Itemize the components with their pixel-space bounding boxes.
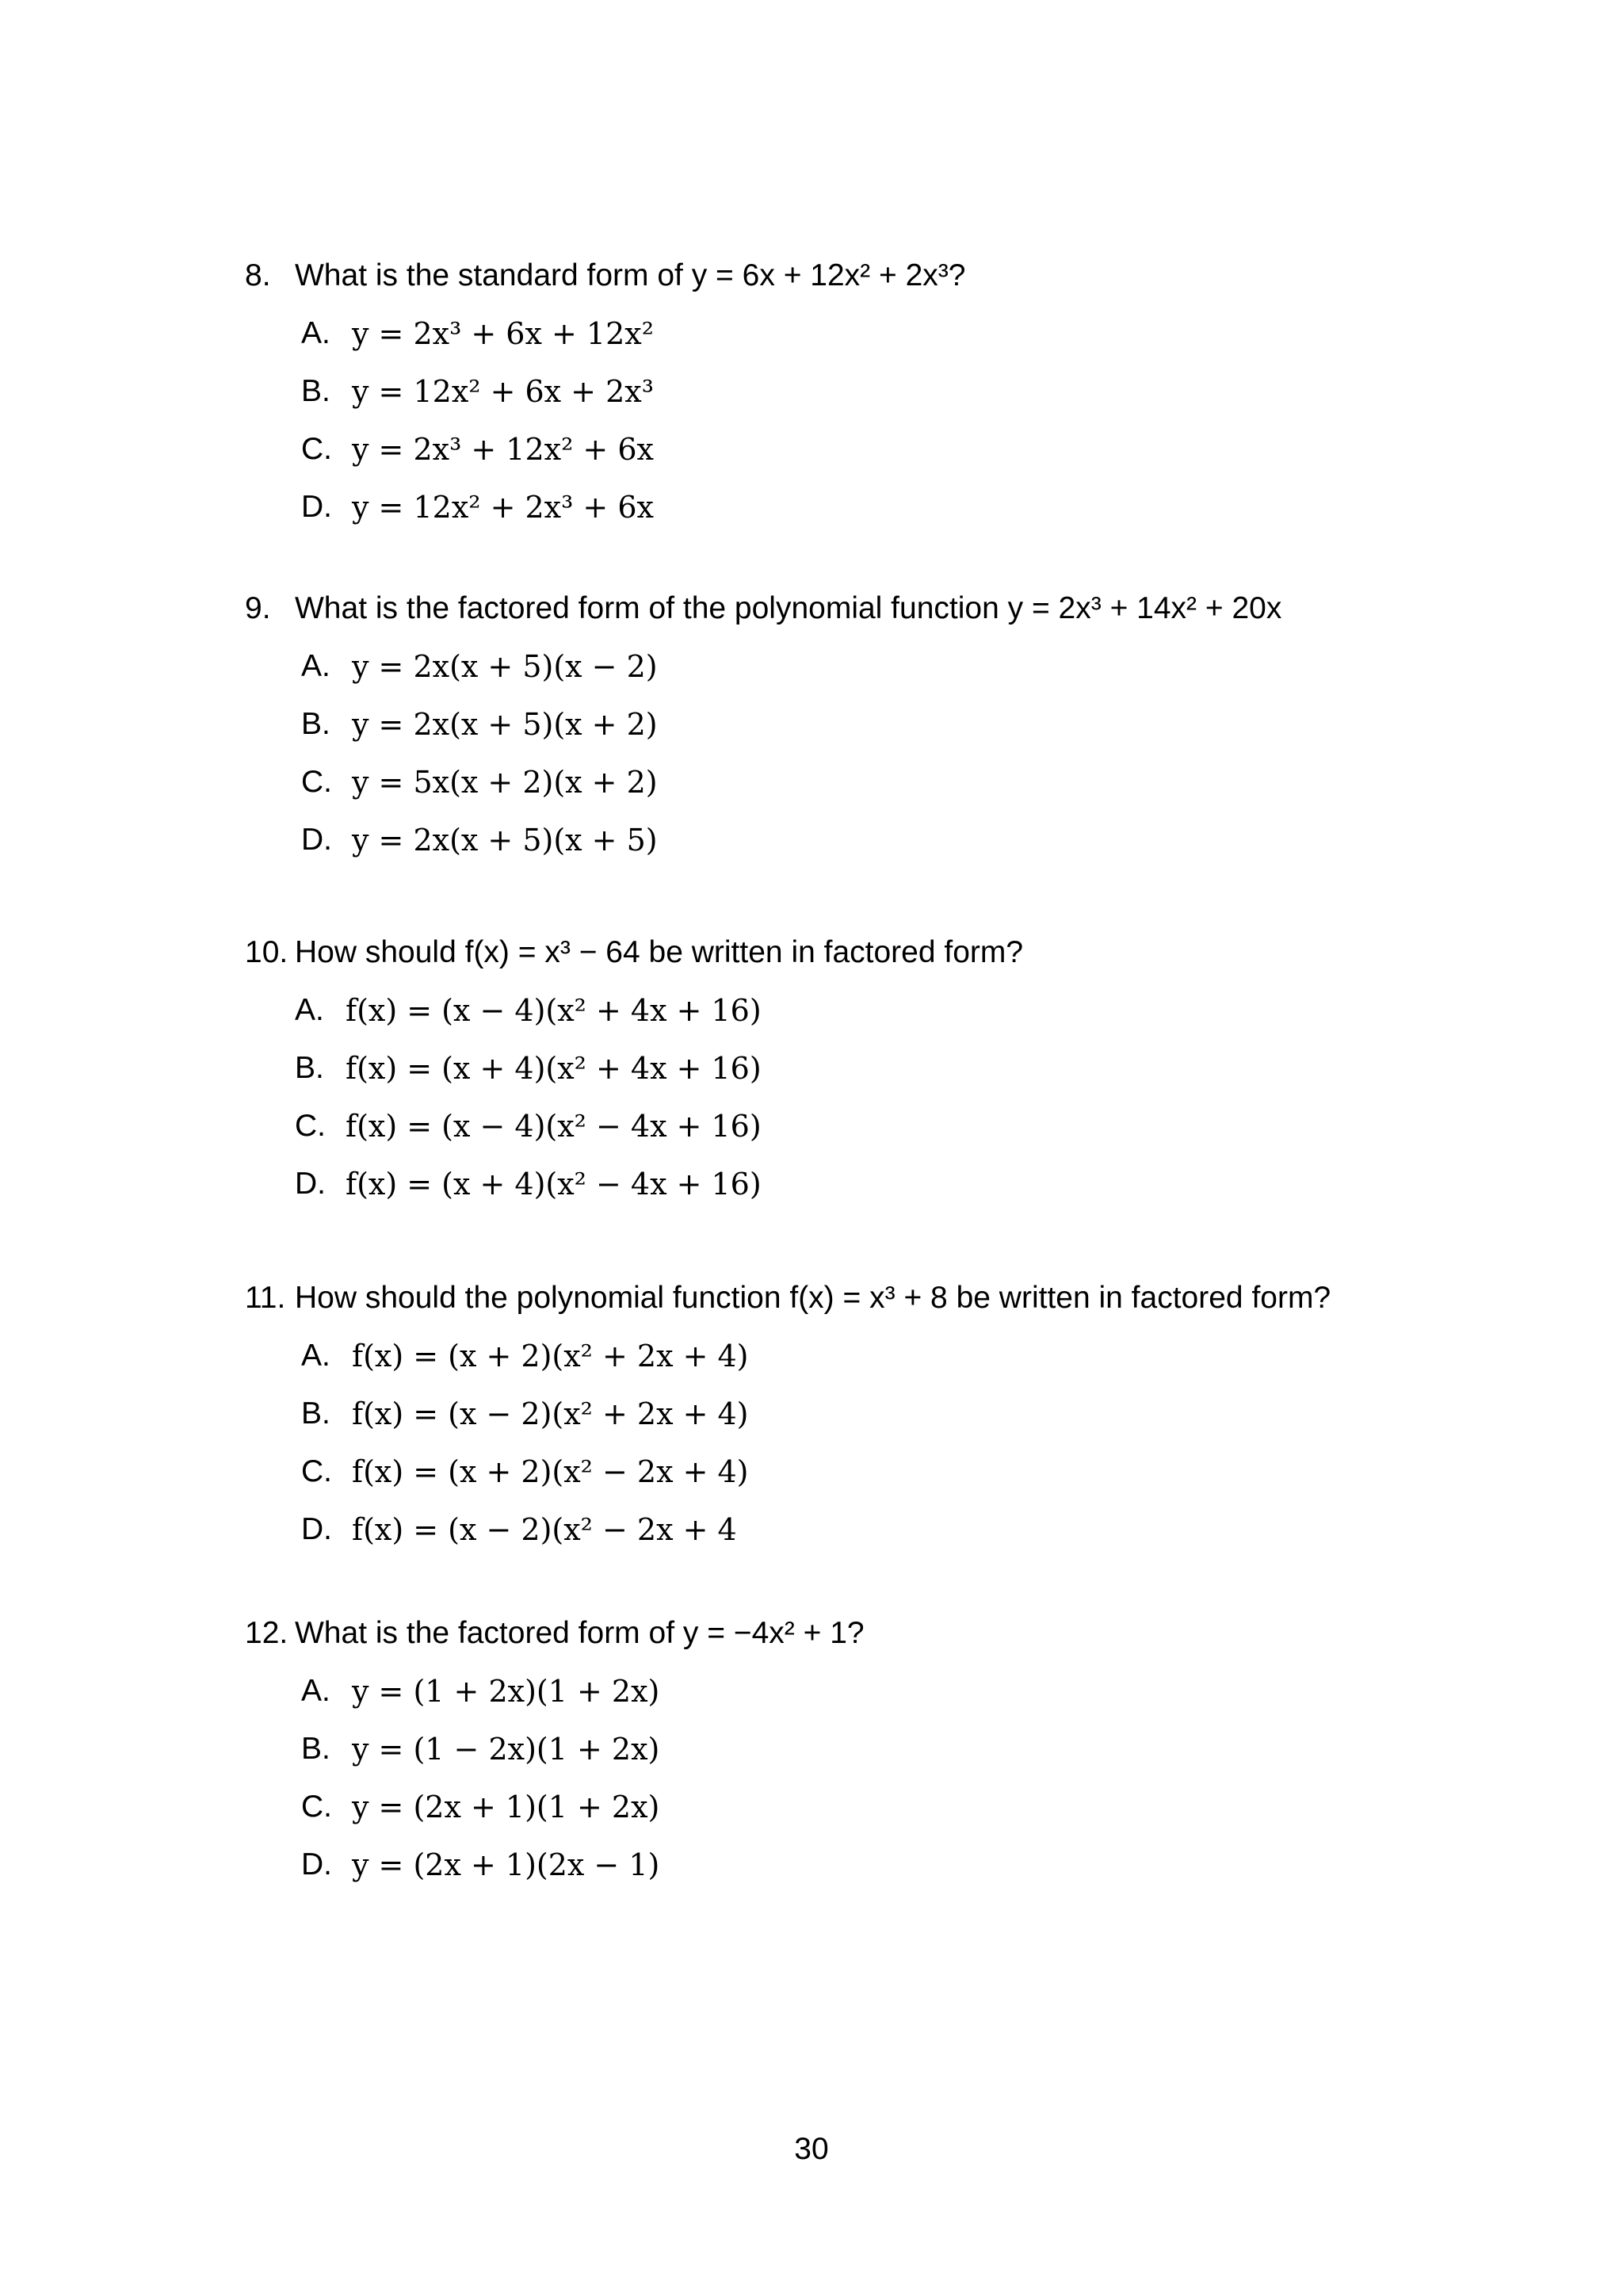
option-letter: B. bbox=[301, 374, 330, 408]
page-number: 30 bbox=[794, 2132, 829, 2166]
question-text: How should f(x) = x³ − 64 be written in factored form? bbox=[295, 935, 1024, 969]
option-expression: f(x) = (x − 4)(x² + 4x + 16) bbox=[346, 993, 762, 1028]
question-number: 9. bbox=[245, 591, 271, 625]
question-number: 10. bbox=[245, 935, 288, 969]
option-letter: A. bbox=[301, 1339, 330, 1373]
option-letter: D. bbox=[301, 823, 332, 857]
option-expression: y = 2x(x + 5)(x − 2) bbox=[352, 649, 658, 684]
option-expression: f(x) = (x − 4)(x² − 4x + 16) bbox=[346, 1109, 762, 1144]
option-expression: y = 12x² + 2x³ + 6x bbox=[352, 490, 654, 525]
option-letter: B. bbox=[295, 1051, 324, 1085]
option-expression: y = (2x + 1)(2x − 1) bbox=[352, 1847, 660, 1882]
question-number: 11. bbox=[245, 1281, 286, 1315]
option-expression: y = (1 + 2x)(1 + 2x) bbox=[352, 1674, 660, 1709]
option-letter: C. bbox=[301, 432, 332, 466]
option-expression: y = 2x³ + 12x² + 6x bbox=[352, 432, 654, 467]
option-letter: A. bbox=[301, 1674, 330, 1708]
option-expression: f(x) = (x + 2)(x² + 2x + 4) bbox=[352, 1339, 749, 1373]
option-expression: f(x) = (x + 4)(x² + 4x + 16) bbox=[346, 1051, 762, 1086]
option-expression: f(x) = (x + 4)(x² − 4x + 16) bbox=[346, 1167, 762, 1201]
option-expression: f(x) = (x + 2)(x² − 2x + 4) bbox=[352, 1454, 749, 1489]
option-letter: C. bbox=[295, 1109, 326, 1143]
option-letter: D. bbox=[301, 490, 332, 524]
option-letter: A. bbox=[301, 316, 330, 350]
option-letter: C. bbox=[301, 1454, 332, 1488]
question-text: What is the factored form of y = −4x² + 1? bbox=[295, 1616, 865, 1650]
option-letter: B. bbox=[301, 707, 330, 741]
option-expression: y = 2x(x + 5)(x + 2) bbox=[352, 707, 658, 742]
option-letter: A. bbox=[301, 649, 330, 683]
option-letter: C. bbox=[301, 1790, 332, 1824]
option-expression: f(x) = (x − 2)(x² + 2x + 4) bbox=[352, 1396, 749, 1431]
option-expression: y = 2x³ + 6x + 12x² bbox=[352, 316, 654, 351]
question-number: 8. bbox=[245, 258, 271, 292]
question-text: What is the factored form of the polynomial function y = 2x³ + 14x² + 20x bbox=[295, 591, 1282, 625]
option-expression: y = 12x² + 6x + 2x³ bbox=[352, 374, 654, 409]
question-text: How should the polynomial function f(x) = x³ + 8 be written in factored form? bbox=[295, 1281, 1331, 1315]
question-number: 12. bbox=[245, 1616, 288, 1650]
option-expression: y = 5x(x + 2)(x + 2) bbox=[352, 765, 658, 800]
option-letter: B. bbox=[301, 1732, 330, 1766]
option-expression: y = (1 − 2x)(1 + 2x) bbox=[352, 1732, 660, 1767]
option-expression: y = 2x(x + 5)(x + 5) bbox=[352, 823, 658, 858]
option-letter: C. bbox=[301, 765, 332, 799]
option-expression: f(x) = (x − 2)(x² − 2x + 4 bbox=[352, 1512, 737, 1547]
option-letter: D. bbox=[301, 1512, 332, 1546]
option-letter: B. bbox=[301, 1396, 330, 1431]
option-letter: A. bbox=[295, 993, 324, 1027]
option-letter: D. bbox=[295, 1167, 326, 1201]
question-text: What is the standard form of y = 6x + 12x² + 2x³? bbox=[295, 258, 966, 292]
option-expression: y = (2x + 1)(1 + 2x) bbox=[352, 1790, 660, 1824]
option-letter: D. bbox=[301, 1847, 332, 1881]
